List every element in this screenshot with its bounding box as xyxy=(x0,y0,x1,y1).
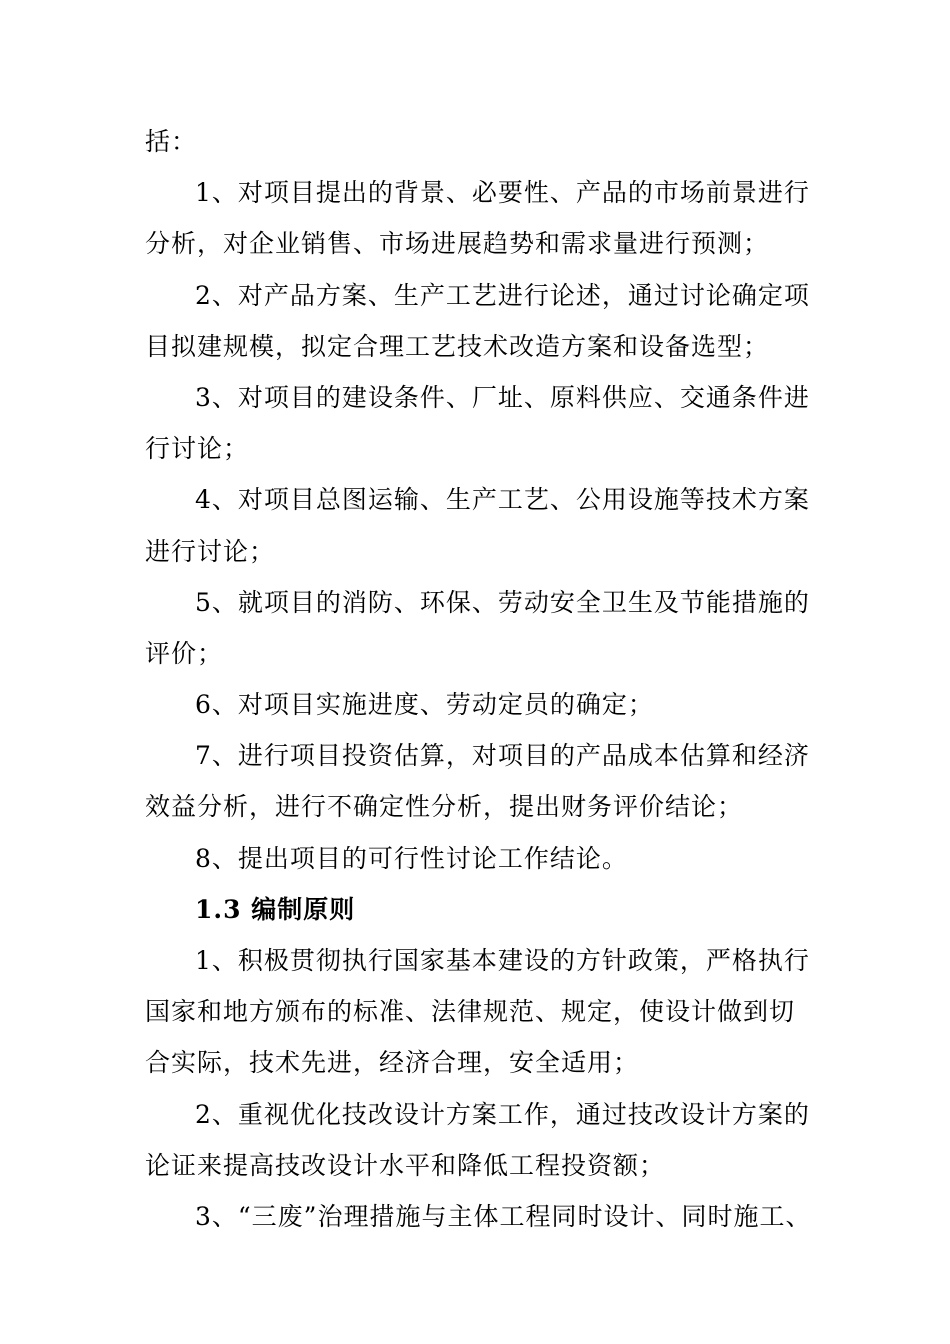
paragraph-line: 2、对产品方案、生产工艺进行论述，通过讨论确定项 xyxy=(195,280,810,310)
paragraph-line: 论证来提高技改设计水平和降低工程投资额； xyxy=(145,1150,666,1180)
paragraph-line: 6、对项目实施进度、劳动定员的确定； xyxy=(195,690,654,720)
paragraph-line: 8、提出项目的可行性讨论工作结论。 xyxy=(195,843,628,873)
paragraph-line: 5、就项目的消防、环保、劳动安全卫生及节能措施的 xyxy=(195,587,810,617)
paragraph-line: 4、对项目总图运输、生产工艺、公用设施等技术方案 xyxy=(195,485,810,515)
paragraph-line: 国家和地方颁布的标准、法律规范、规定，使设计做到切 xyxy=(145,997,796,1027)
paragraph-line: 评价； xyxy=(145,638,224,668)
section-heading: 1.3 编制原则 xyxy=(195,894,356,924)
paragraph-line: 1、积极贯彻执行国家基本建设的方针政策，严格执行 xyxy=(195,946,810,975)
paragraph-line: 分析，对企业销售、市场进展趋势和需求量进行预测； xyxy=(145,229,770,259)
paragraph-line: 进行讨论； xyxy=(145,536,276,566)
paragraph-line: 效益分析，进行不确定性分析，提出财务评价结论； xyxy=(145,792,744,822)
paragraph-line: 2、重视优化技改设计方案工作，通过技改设计方案的 xyxy=(195,1099,810,1129)
document-body xyxy=(145,116,835,1242)
paragraph-line: 3、对项目的建设条件、厂址、原料供应、交通条件进 xyxy=(195,382,810,412)
paragraph-line: 括： xyxy=(145,127,198,156)
paragraph-line: 3、“三废”治理措施与主体工程同时设计、同时施工、 xyxy=(195,1201,812,1231)
paragraph-line: 合实际，技术先进，经济合理，安全适用； xyxy=(145,1048,640,1078)
paragraph-line: 1、对项目提出的背景、必要性、产品的市场前景进行 xyxy=(195,178,810,208)
paragraph-line: 行讨论； xyxy=(145,434,250,464)
paragraph-line: 7、进行项目投资估算，对项目的产品成本估算和经济 xyxy=(195,741,810,771)
paragraph-line: 目拟建规模，拟定合理工艺技术改造方案和设备选型； xyxy=(145,331,770,361)
